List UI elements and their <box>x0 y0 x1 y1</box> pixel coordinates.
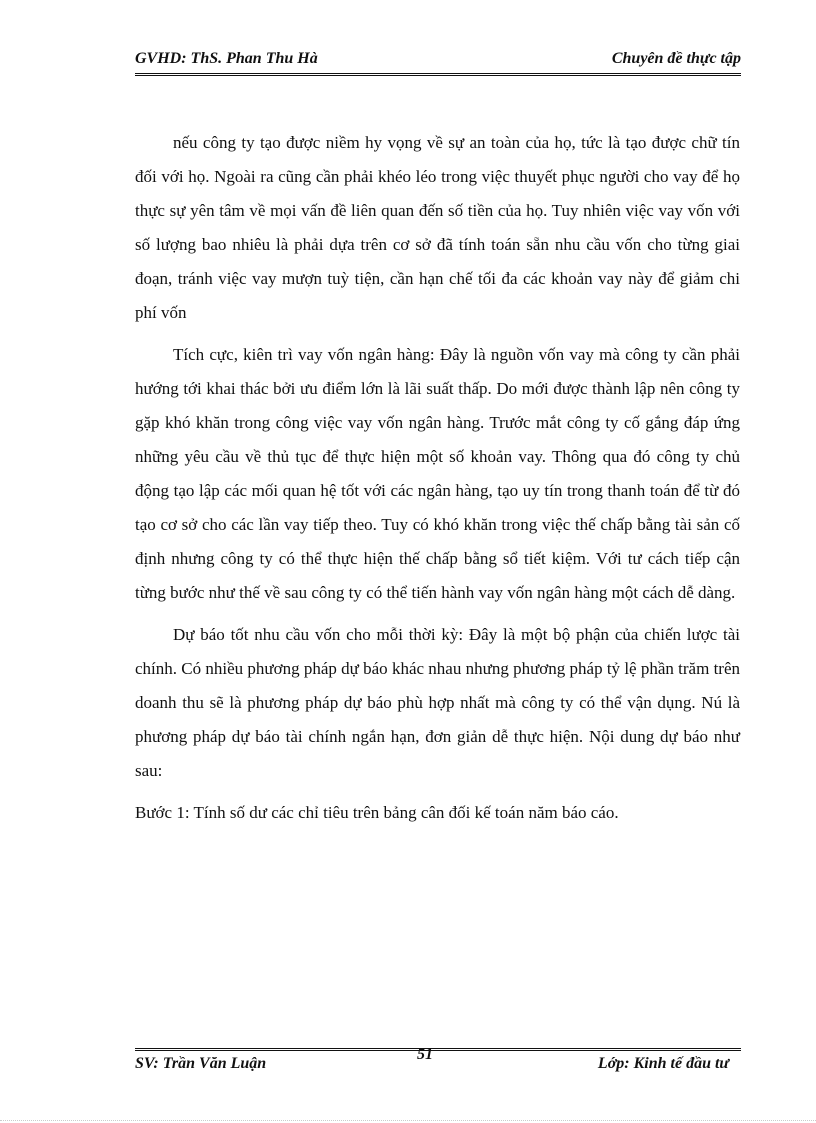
footer-student: SV: Trần Văn Luận <box>135 1055 267 1072</box>
page-number: 51 <box>417 1046 433 1063</box>
page-header <box>135 50 741 70</box>
page-footer <box>135 1046 741 1076</box>
footer-divider <box>135 1048 741 1051</box>
body-text <box>135 126 740 838</box>
footer-class: Lớp: Kinh tế đầu tư <box>597 1055 729 1072</box>
header-document-type: Chuyên đề thực tập <box>611 50 741 67</box>
header-divider <box>135 73 741 76</box>
page-edge-divider <box>0 1120 816 1121</box>
paragraph-3: Dự báo tốt nhu cầu vốn cho mỗi thời kỳ: Đây là một bộ phận của chiến lược tài chính. Có nhiều phương pháp dự báo khác nhau nhưng phương pháp tỷ lệ phần trăm trên doanh thu sẽ là phương pháp dự báo phù hợp nhất mà công ty có thể vận dụng. Nú là phương pháp dự báo tài chính ngắn hạn, đơn giản dễ thực hiện. Nội dung dự báo như sau: <box>135 625 740 780</box>
paragraph-4: Bước 1: Tính số dư các chỉ tiêu trên bảng cân đối kế toán năm báo cáo. <box>135 803 619 822</box>
paragraph-2: Tích cực, kiên trì vay vốn ngân hàng: Đây là nguồn vốn vay mà công ty cần phải hướng tới khai thác bởi ưu điểm lớn là lãi suất thấp. Do mới được thành lập nên công ty gặp khó khăn trong công việc vay vốn ngân hàng. Trước mắt công ty cố gắng đáp ứng những yêu cầu về thủ tục để thực hiện một số khoản vay. Thông qua đó công ty chủ động tạo lập các mối quan hệ tốt với các ngân hàng, tạo uy tín trong thanh toán để từ đó tạo cơ sở cho các lần vay tiếp theo. Tuy có khó khăn trong việc thế chấp bằng tài sản cố định nhưng công ty có thể thực hiện thế chấp bằng sổ tiết kiệm. Với tư cách tiếp cận từng bước như thế về sau công ty có thể tiến hành vay vốn ngân hàng một cách dễ dàng. <box>135 345 740 602</box>
paragraph-1: nếu công ty tạo được niềm hy vọng về sự an toàn của họ, tức là tạo được chữ tín đối với họ. Ngoài ra cũng cần phải khéo léo trong việc thuyết phục người cho vay để họ thực sự yên tâm về mọi vấn đề liên quan đến số tiền của họ. Tuy nhiên việc vay vốn với số lượng bao nhiêu là phải dựa trên cơ sở đã tính toán sẵn nhu cầu vốn cho từng giai đoạn, tránh việc vay mượn tuỳ tiện, cần hạn chế tối đa các khoản vay này để giảm chi phí vốn <box>135 133 740 322</box>
header-advisor: GVHD: ThS. Phan Thu Hà <box>135 50 318 67</box>
